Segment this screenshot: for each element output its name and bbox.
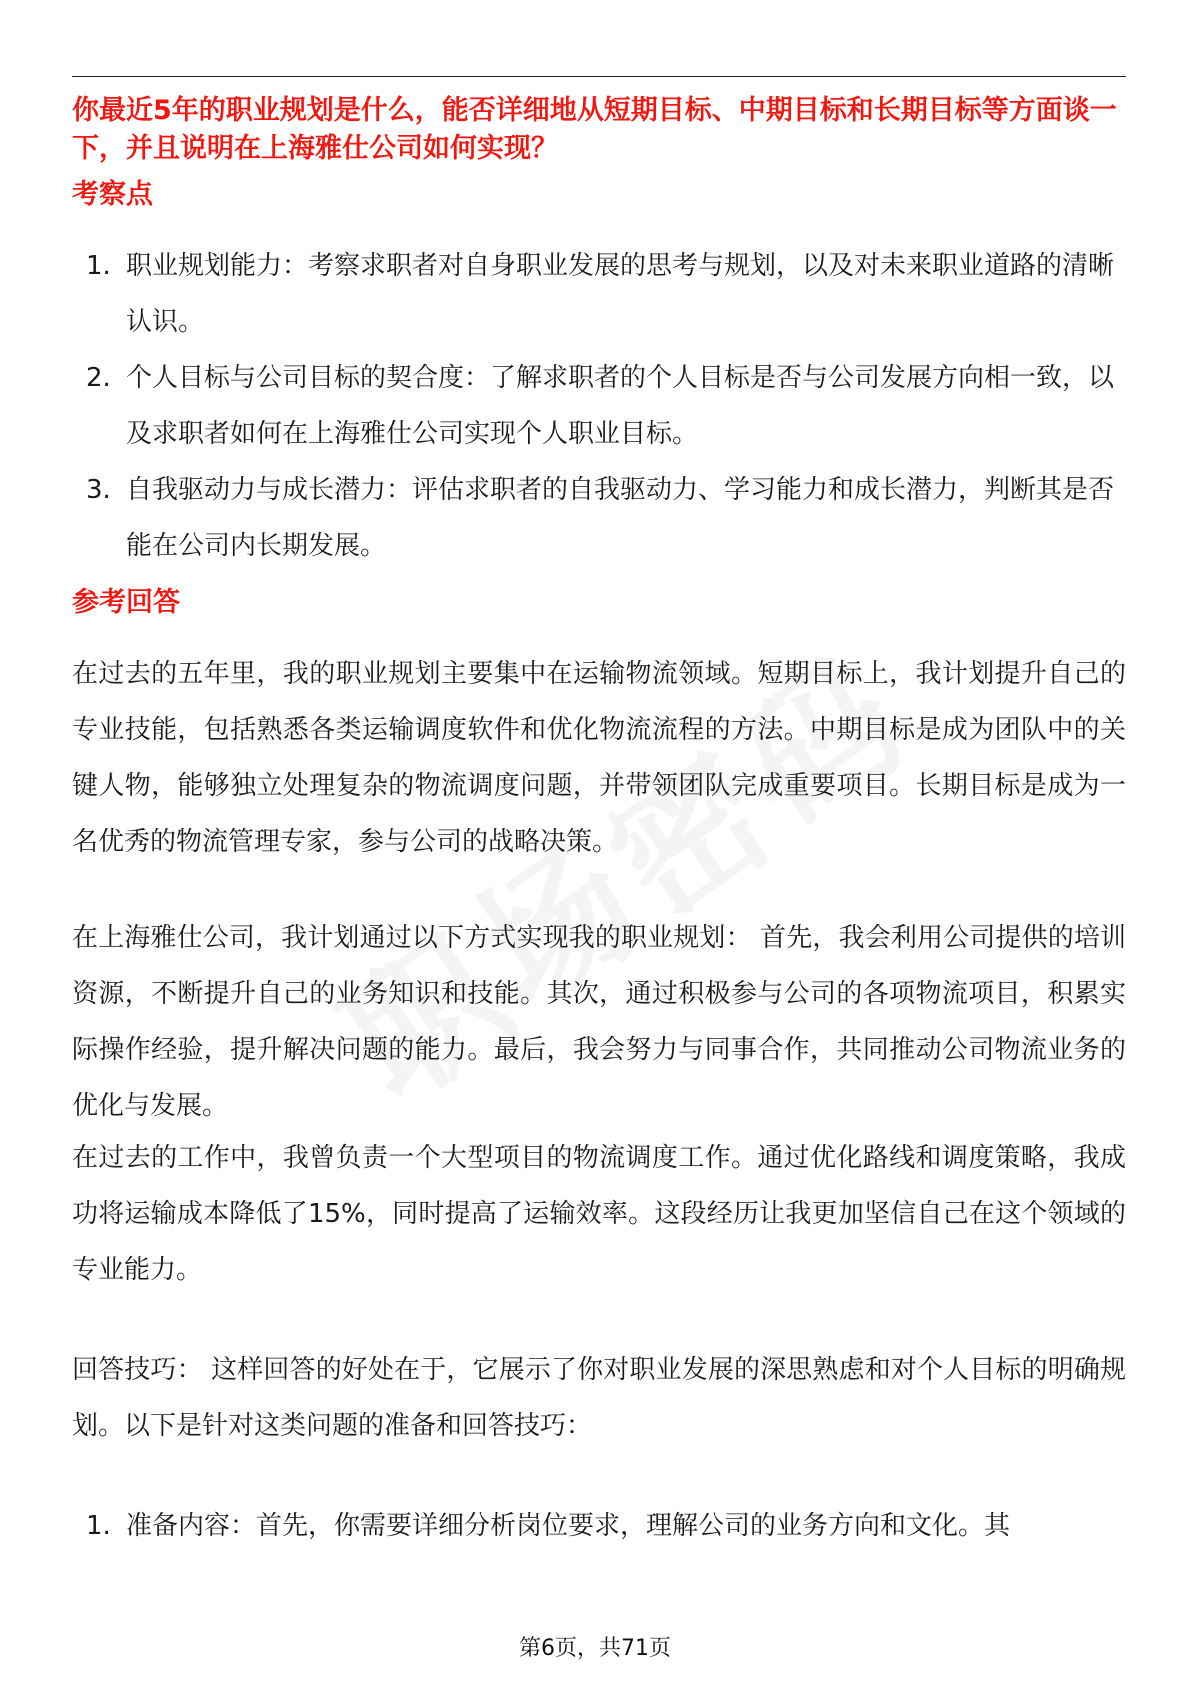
top-divider [72,76,1126,77]
assessment-heading: 考察点 [72,179,153,210]
list-item [72,238,1126,350]
list-item [72,462,1126,574]
tips-list [72,1498,1126,1554]
assessment-list [72,238,1126,574]
answer-heading: 参考回答 [72,587,180,618]
answer-paragraph: 在过去的五年里，我的职业规划主要集中在运输物流领域。短期目标上，我计划提升自己的专业技能，包括熟悉各类运输调度软件和优化物流流程的方法。中期目标是成为团队中的关键人物，能够独立处理复杂的物流调度问题，并带领团队完成重要项目。长期目标是成为一名优秀的物流管理专家，参与公司的战略决策。 [72,659,1126,857]
list-number: 3. [86,475,111,505]
answer-tips-paragraph: 回答技巧： 这样回答的好处在于，它展示了你对职业发展的深思熟虑和对个人目标的明确规划。以下是针对这类问题的准备和回答技巧： [72,1355,1126,1441]
answer-paragraph: 在过去的工作中，我曾负责一个大型项目的物流调度工作。通过优化路线和调度策略，我成功将运输成本降低了15%，同时提高了运输效率。这段经历让我更加坚信自己在这个领域的专业能力。 [72,1143,1126,1285]
list-text: 职业规划能力：考察求职者对自身职业发展的思考与规划，以及对未来职业道路的清晰认识。 [126,251,1115,337]
list-text: 个人目标与公司目标的契合度：了解求职者的个人目标是否与公司发展方向相一致，以及求职者如何在上海雅仕公司实现个人职业目标。 [126,363,1115,449]
interview-question: 你最近5年的职业规划是什么，能否详细地从短期目标、中期目标和长期目标等方面谈一下，并且说明在上海雅仕公司如何实现？ [72,95,1117,164]
list-text: 自我驱动力与成长潜力：评估求职者的自我驱动力、学习能力和成长潜力，判断其是否能在公司内长期发展。 [126,475,1115,561]
list-item [72,1498,1126,1554]
page-number-footer: 第6页，共71页 [519,1636,671,1661]
answer-paragraph: 在上海雅仕公司，我计划通过以下方式实现我的职业规划： 首先，我会利用公司提供的培训资源，不断提升自己的业务知识和技能。其次，通过积极参与公司的各项物流项目，积累实际操作经验，提升解决问题的能力。最后，我会努力与同事合作，共同推动公司物流业务的优化与发展。 [72,923,1126,1121]
list-text: 准备内容：首先，你需要详细分析岗位要求，理解公司的业务方向和文化。其 [126,1511,1011,1541]
list-number: 2. [86,363,111,393]
list-item [72,350,1126,462]
list-number: 1. [86,251,111,281]
list-number: 1. [86,1511,111,1541]
